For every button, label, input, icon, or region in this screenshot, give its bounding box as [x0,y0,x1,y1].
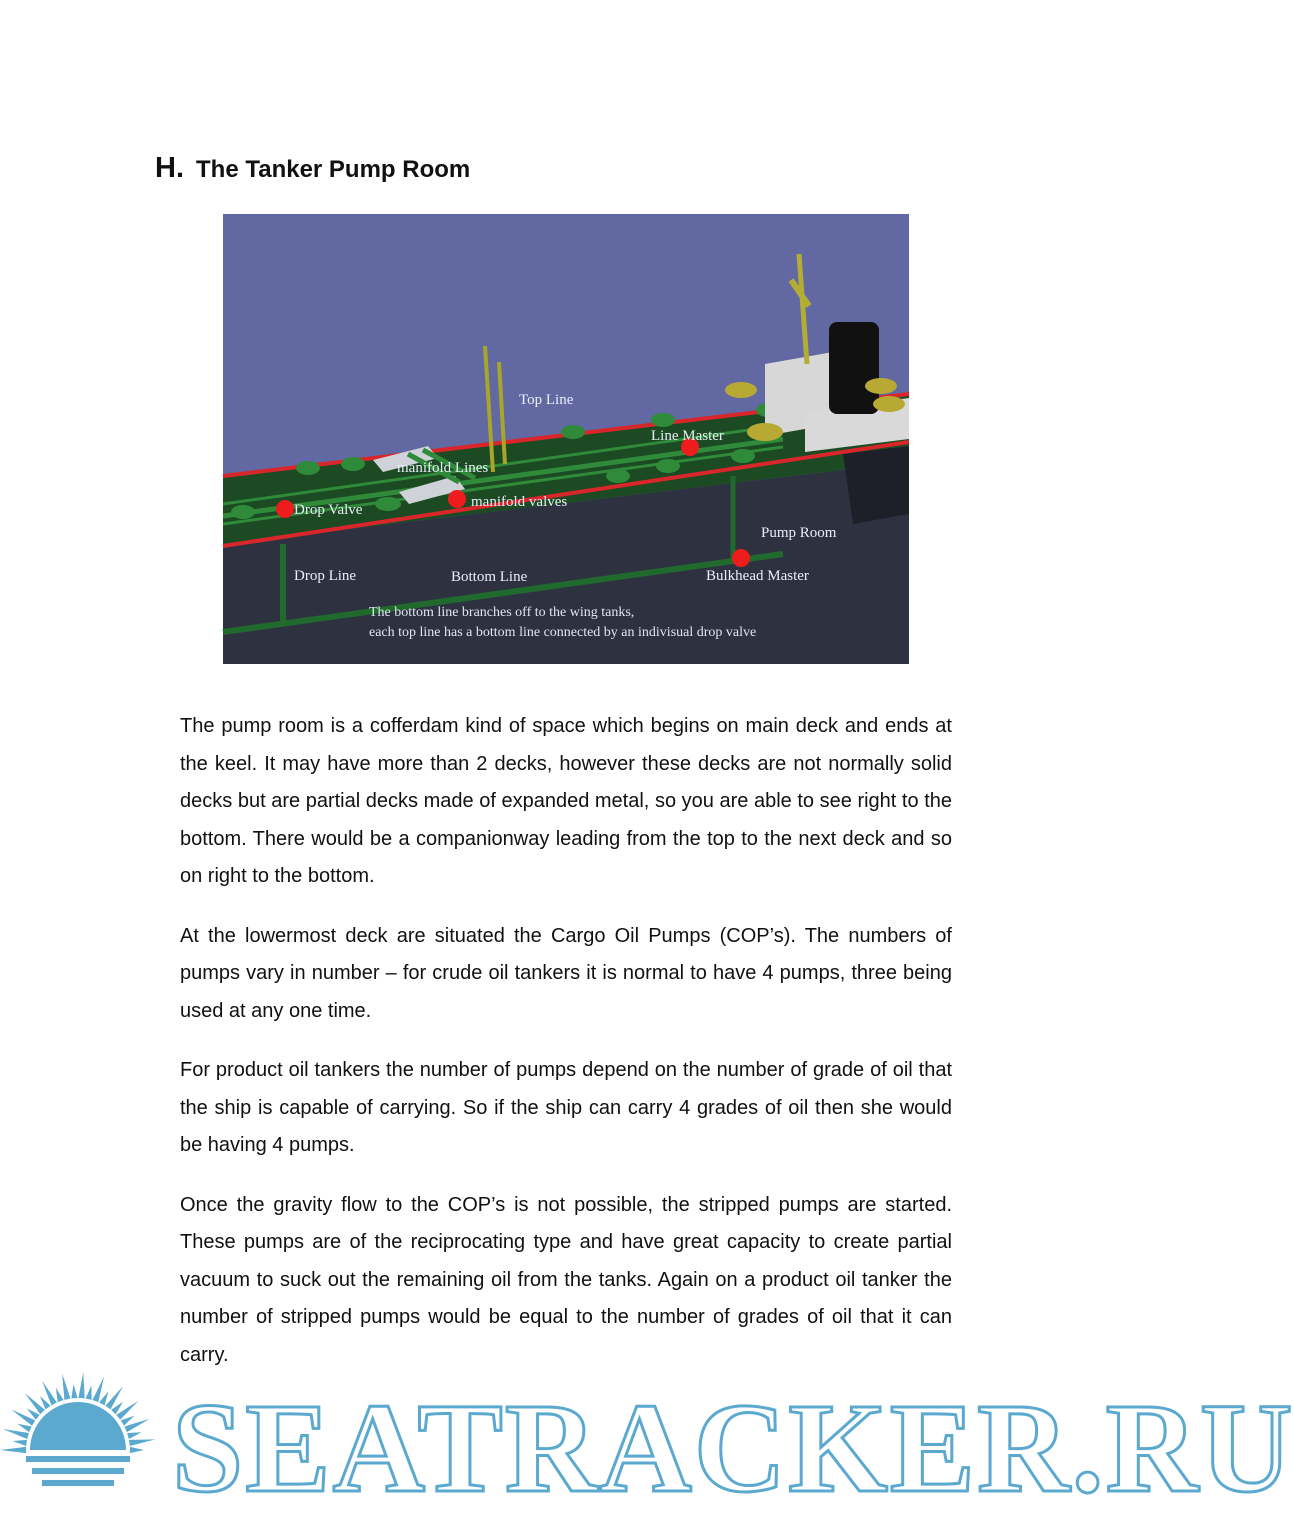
label-bottom-line: Bottom Line [451,569,528,585]
diagram-caption-line1: The bottom line branches off to the wing tanks, [369,605,635,620]
paragraph: At the lowermost deck are situated the Cargo Oil Pumps (COP’s). The numbers of pumps vary in number – for crude oil tankers it is normal to have 4 pumps, three being used at any one time. [180,924,952,1022]
section-letter: H. [155,152,184,184]
paragraph: The pump room is a cofferdam kind of space which begins on main deck and ends at the keel. It may have more than 2 decks, however these decks are not normally solid decks but are partial decks made of expanded metal, so you are able to see right to the bottom. There would be a companionway leading from the top to the next deck and so on right to the bottom. [180,715,952,887]
label-bulkhead-master: Bulkhead Master [706,568,809,584]
tanker-diagram [223,214,909,664]
label-manifold-lines: manifold Lines [397,460,489,476]
section-heading [155,152,470,185]
drop-valve-marker [276,500,294,518]
bulkhead-master-marker [732,549,750,567]
body-text [180,708,952,1396]
sun-icon [0,1372,155,1486]
paragraph: For product oil tankers the number of pumps depend on the number of grade of oil that the ship is capable of carrying. So if the ship can carry 4 grades of oil then she would be having 4 pumps. [180,1059,952,1156]
label-drop-line: Drop Line [294,568,357,584]
label-manifold-valves: manifold valves [471,494,568,510]
label-line-master: Line Master [651,428,724,444]
label-top-line: Top Line [519,392,574,408]
paragraph: Once the gravity flow to the COP’s is not possible, the stripped pumps are started. These pumps are of the reciprocating type and have great capacity to create partial vacuum to suck out the remaining oil from the tanks. Again on a product oil tanker the number of stripped pumps would be equal to the number of grades of oil that it can carry. [180,1193,952,1366]
manifold-valve-marker [448,490,466,508]
label-drop-valve: Drop Valve [294,502,363,518]
label-pump-room: Pump Room [761,525,837,541]
watermark-text: SEATRACKER.RU [172,1377,1294,1519]
section-title: The Tanker Pump Room [196,156,471,183]
diagram-caption-line2: each top line has a bottom line connected by an indivisual drop valve [369,625,757,640]
